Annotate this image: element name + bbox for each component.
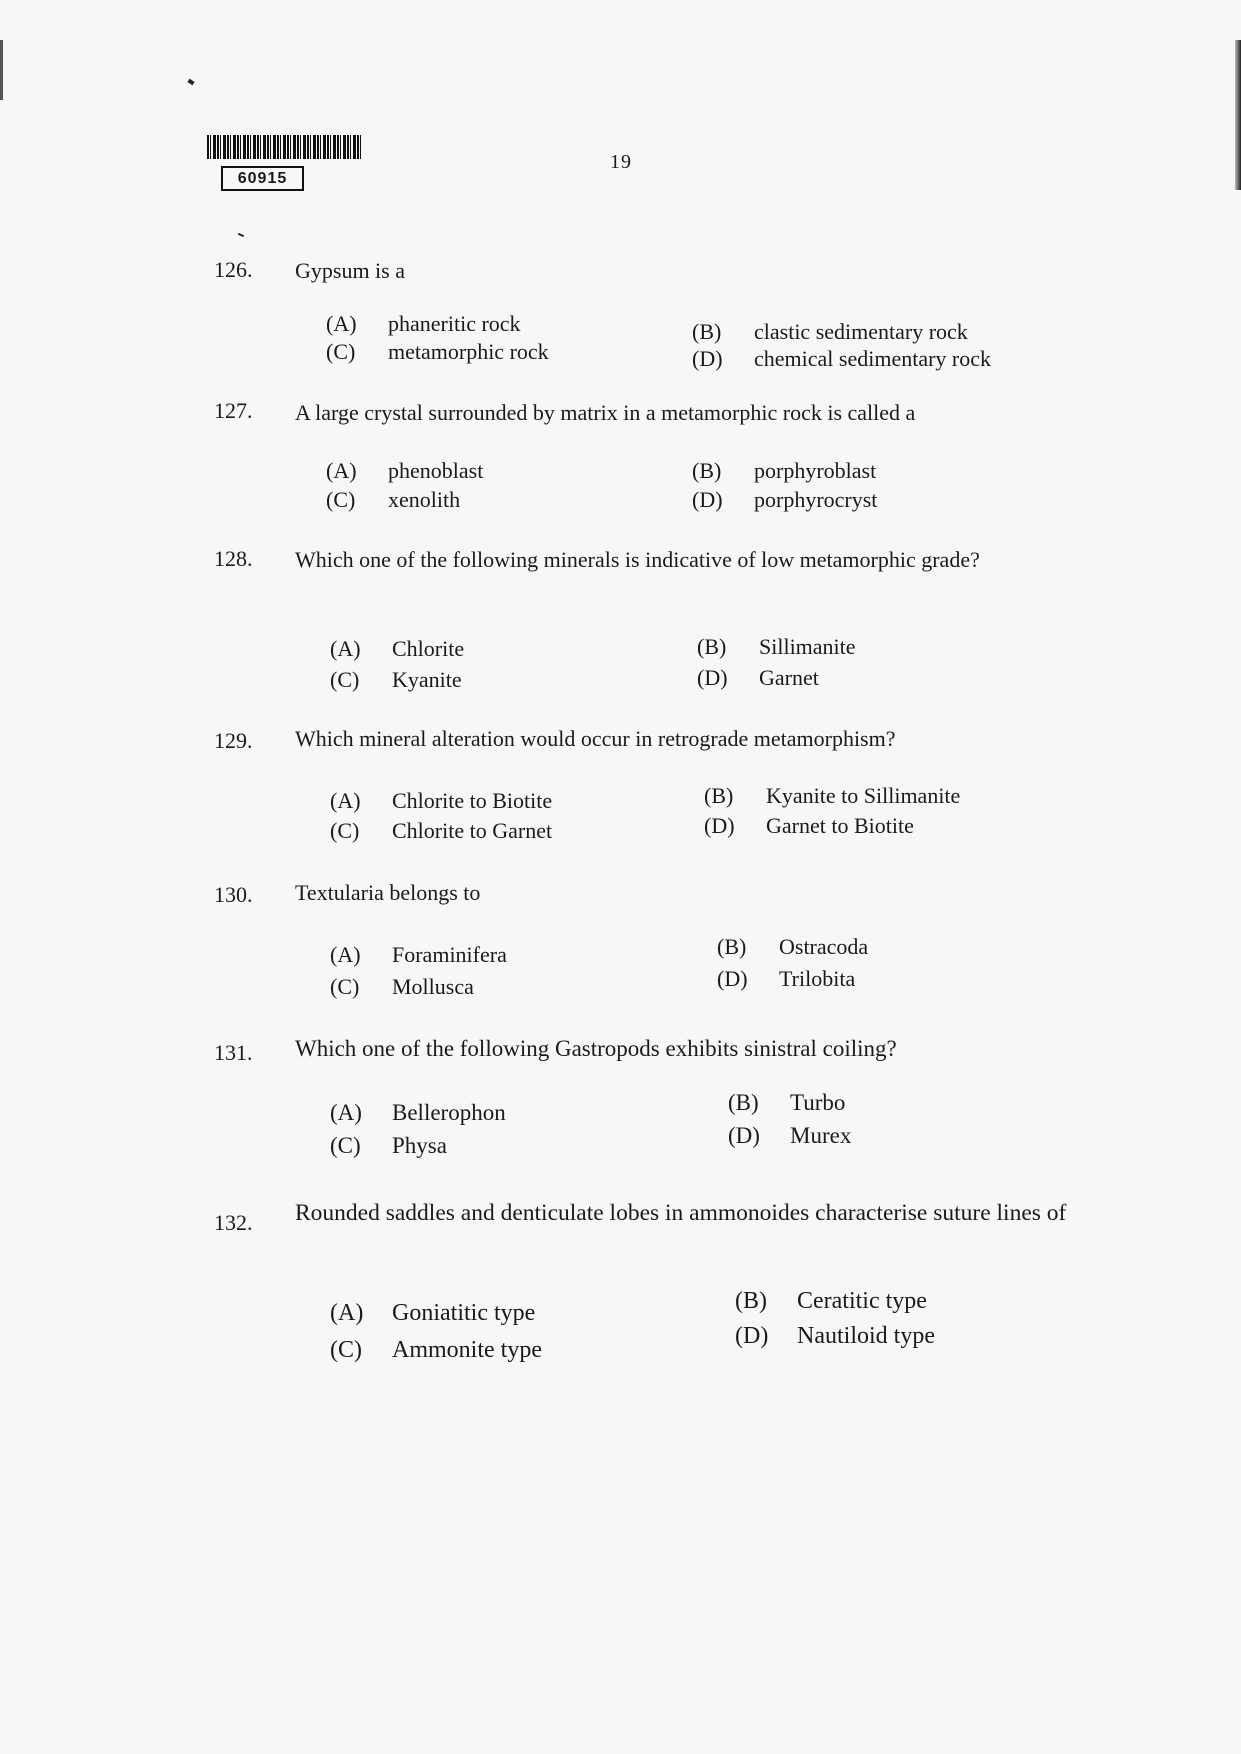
option-b: (B) Kyanite to Sillimanite [704,783,961,808]
barcode [207,135,362,159]
question-text: Which one of the following minerals is indicative of low metamorphic grade? [295,547,980,572]
option-a: (A) Goniatitic type [330,1300,536,1326]
option-d: (D) porphyrocryst [692,487,878,512]
question-text: Textularia belongs to [295,880,481,905]
option-c: (C) Kyanite [330,667,462,692]
option-b: (B) clastic sedimentary rock [692,319,968,344]
option-d: (D) Garnet to Biotite [704,813,914,838]
option-a: (A) Foraminifera [330,942,507,967]
question-text: Which mineral alteration would occur in retrograde metamorphism? [295,726,896,751]
option-b: (B) Ceratitic type [735,1288,927,1314]
option-b: (B) Turbo [728,1090,846,1115]
question-number: 130. [214,882,253,907]
option-b: (B) Ostracoda [717,934,869,959]
question-text: Gypsum is a [295,258,405,283]
question-text: A large crystal surrounded by matrix in a metamorphic rock is called a [295,400,916,425]
option-d: (D) Trilobita [717,966,856,991]
option-d: (D) chemical sedimentary rock [692,346,992,371]
question-number: 127. [214,398,253,423]
question-text: Rounded saddles and denticulate lobes in ammonoides characterise suture lines of [295,1200,1067,1226]
scan-edge-left [0,40,3,100]
page-number: 19 [610,151,632,173]
option-a: (A) Chlorite to Biotite [330,788,553,813]
option-c: (C) xenolith [326,487,461,512]
question-number: 126. [214,257,253,282]
option-a: (A) Chlorite [330,636,465,661]
option-a: (A) phenoblast [326,458,484,483]
option-c: (C) Mollusca [330,974,474,999]
paper-code: 60915 [221,166,304,191]
option-d: (D) Murex [728,1123,852,1148]
option-d: (D) Garnet [697,665,819,690]
question-number: 131. [214,1040,253,1065]
scan-edge-right [1235,40,1241,190]
option-c: (C) Chlorite to Garnet [330,818,553,843]
option-c: (C) Ammonite type [330,1337,542,1363]
option-d: (D) Nautiloid type [735,1323,935,1349]
option-c: (C) Physa [330,1133,447,1158]
question-number: 132. [214,1210,253,1235]
question-number: 128. [214,546,253,571]
question-text: Which one of the following Gastropods exhibits sinistral coiling? [295,1036,897,1061]
question-number: 129. [214,728,253,753]
option-a: (A) Bellerophon [330,1100,506,1125]
option-c: (C) metamorphic rock [326,339,549,364]
scan-speck [187,79,194,86]
option-b: (B) porphyroblast [692,458,877,483]
option-a: (A) phaneritic rock [326,311,521,336]
option-b: (B) Sillimanite [697,634,856,659]
scan-speck [238,233,244,237]
